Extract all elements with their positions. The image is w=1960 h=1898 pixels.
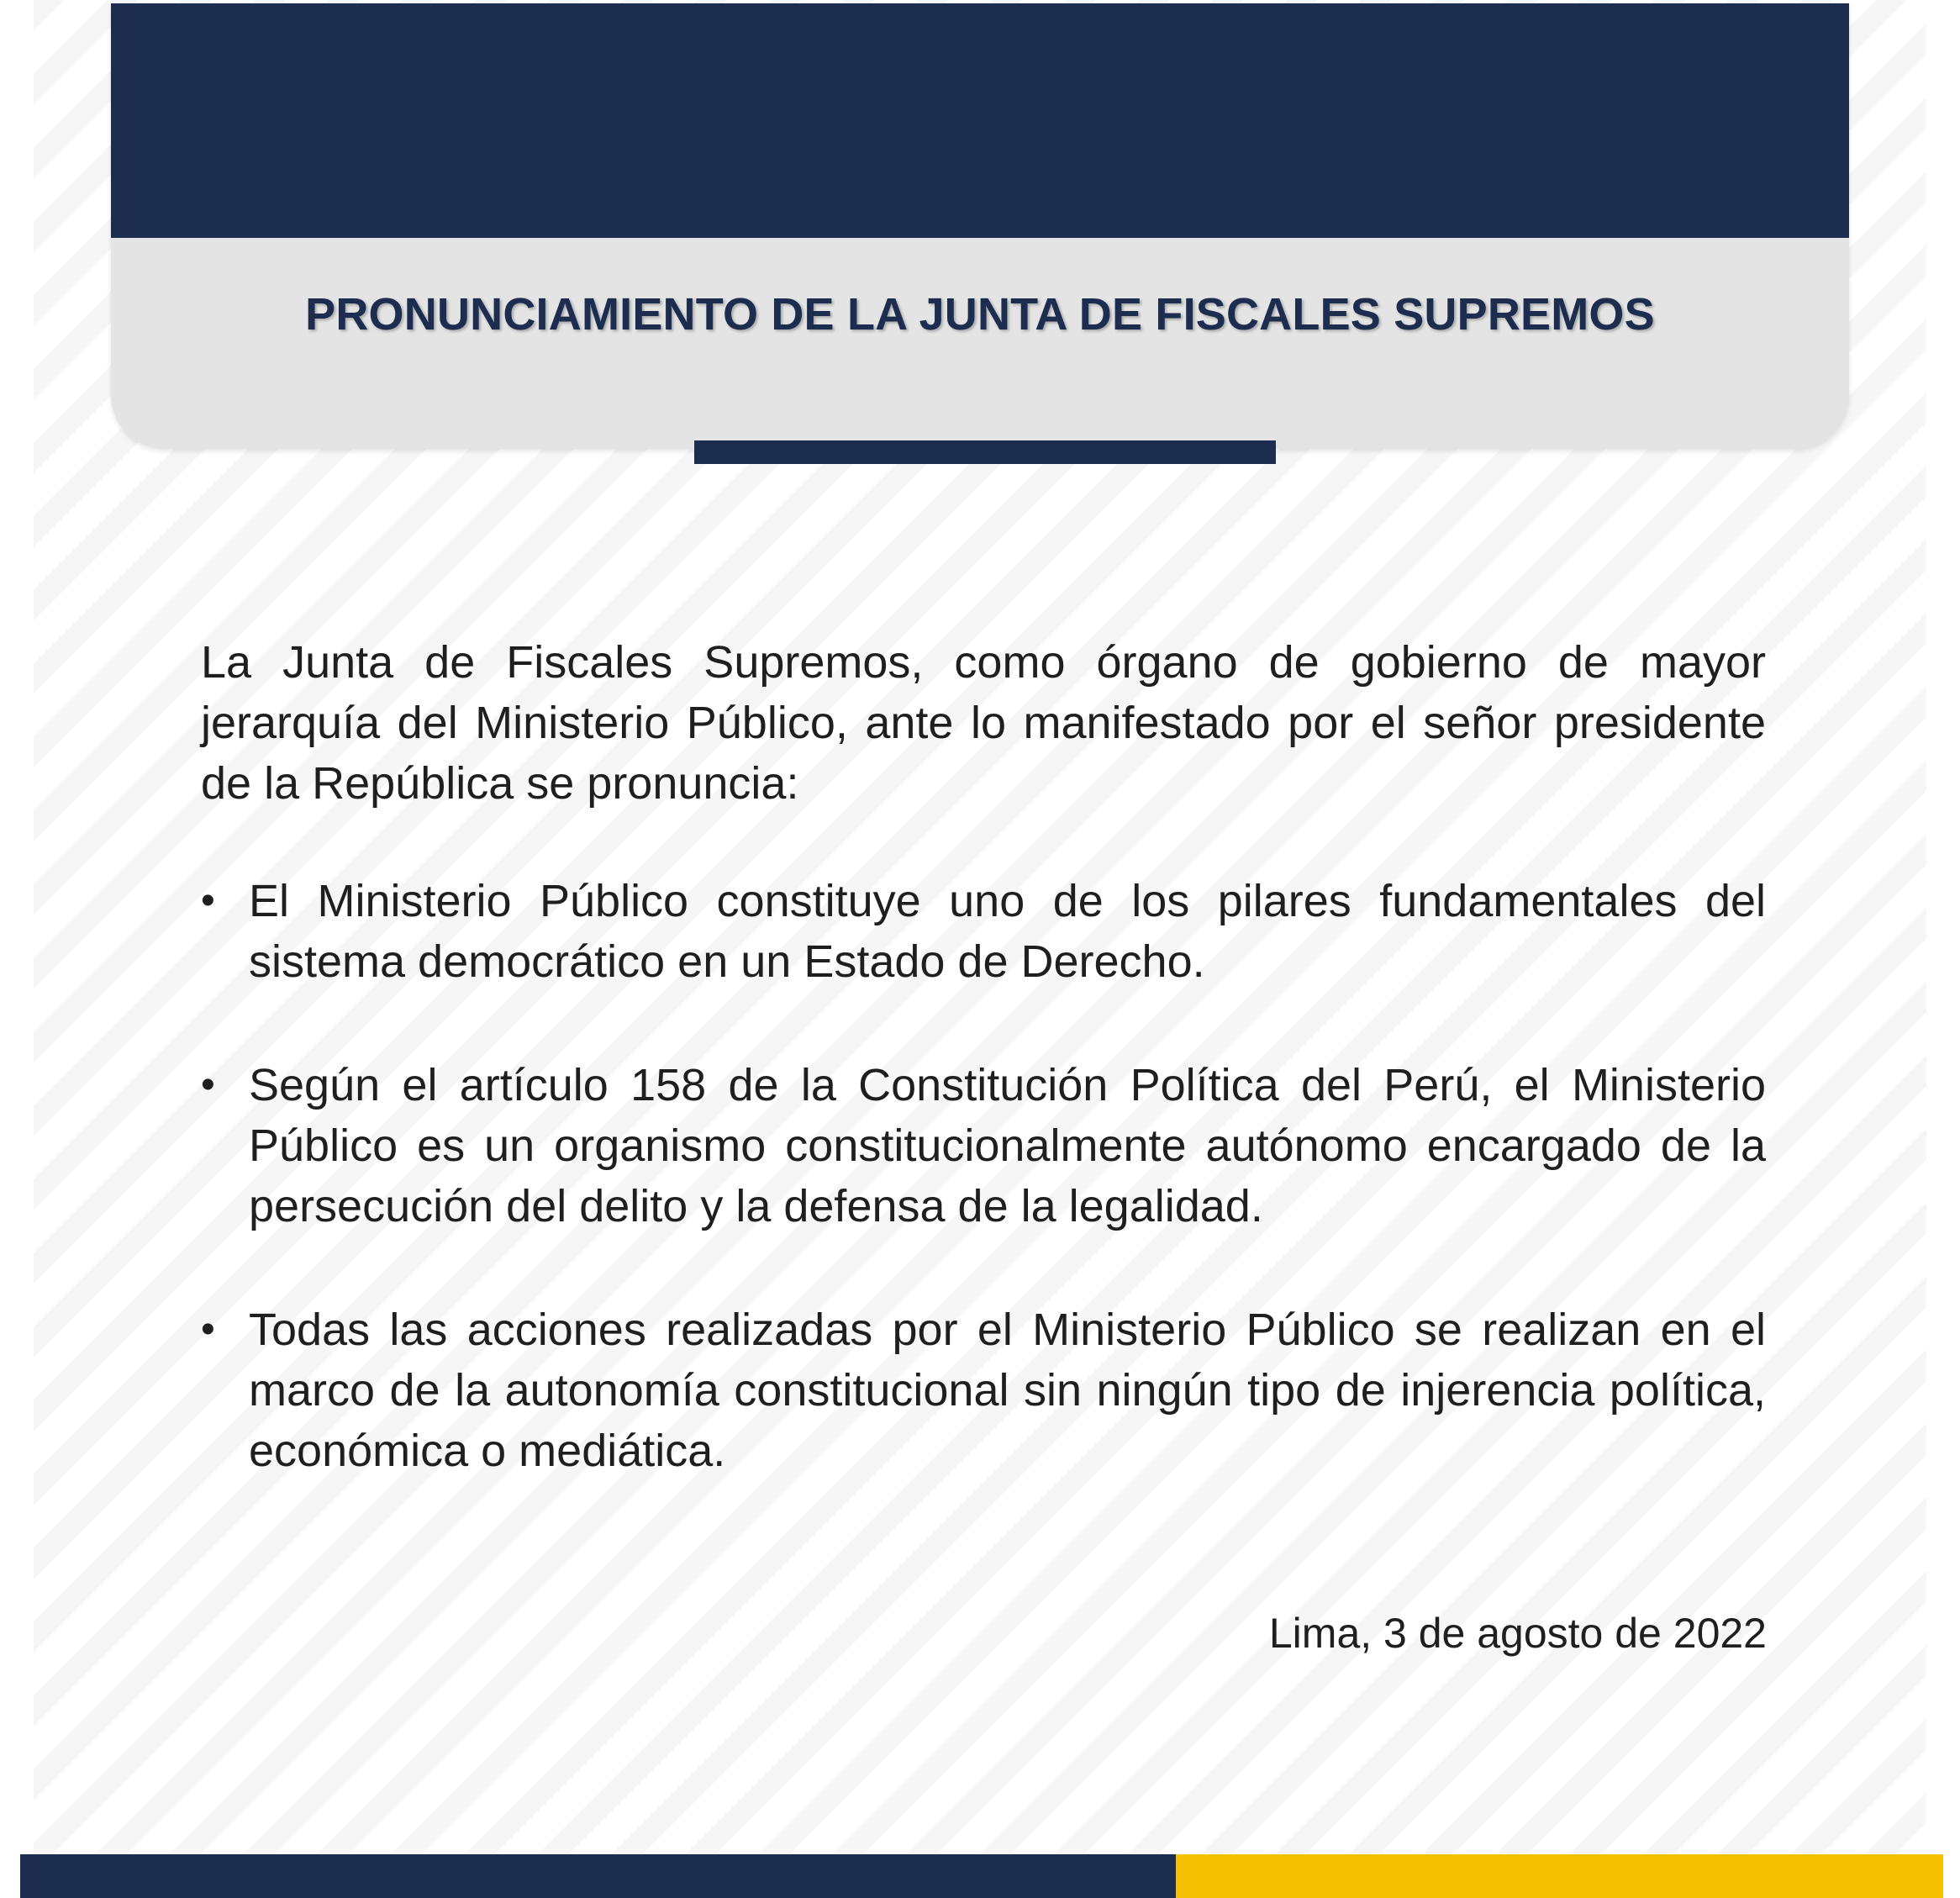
bullet-icon: • bbox=[201, 878, 215, 923]
list-item bbox=[201, 1055, 1766, 1236]
page-title: PRONUNCIAMIENTO DE LA JUNTA DE FISCALES SUPREMOS bbox=[305, 289, 1655, 340]
footer-gold-bar bbox=[1176, 1854, 1943, 1898]
list-item bbox=[201, 1300, 1766, 1481]
point-text: El Ministerio Público constituye uno de los pilares fundamentales del sistema democrático en un Estado de Derecho. bbox=[249, 876, 1766, 987]
header-navy-band bbox=[111, 3, 1849, 238]
footer-navy-bar bbox=[20, 1854, 1176, 1898]
header-card bbox=[111, 3, 1849, 449]
intro-paragraph: La Junta de Fiscales Supremos, como órgano de gobierno de mayor jerarquía del Ministerio Público, ante lo manifestado por el señor presidente de la República se pronuncia: bbox=[201, 637, 1766, 809]
title-underline-bar bbox=[694, 440, 1276, 464]
bullet-icon: • bbox=[201, 1062, 215, 1107]
document-body bbox=[201, 632, 1766, 1481]
list-item bbox=[201, 871, 1766, 992]
bullet-icon: • bbox=[201, 1307, 215, 1352]
date-line: Lima, 3 de agosto de 2022 bbox=[1268, 1610, 1767, 1657]
point-text: Según el artículo 158 de la Constitución Política del Perú, el Ministerio Público es un organismo constitucionalmente autónomo encargado de la persecución del delito y la defensa de la legalidad. bbox=[249, 1060, 1766, 1231]
points-list bbox=[201, 871, 1766, 1481]
point-text: Todas las acciones realizadas por el Ministerio Público se realizan en el marco de la autonomía constitucional sin ningún tipo de injerencia política, económica o mediática. bbox=[249, 1305, 1766, 1476]
